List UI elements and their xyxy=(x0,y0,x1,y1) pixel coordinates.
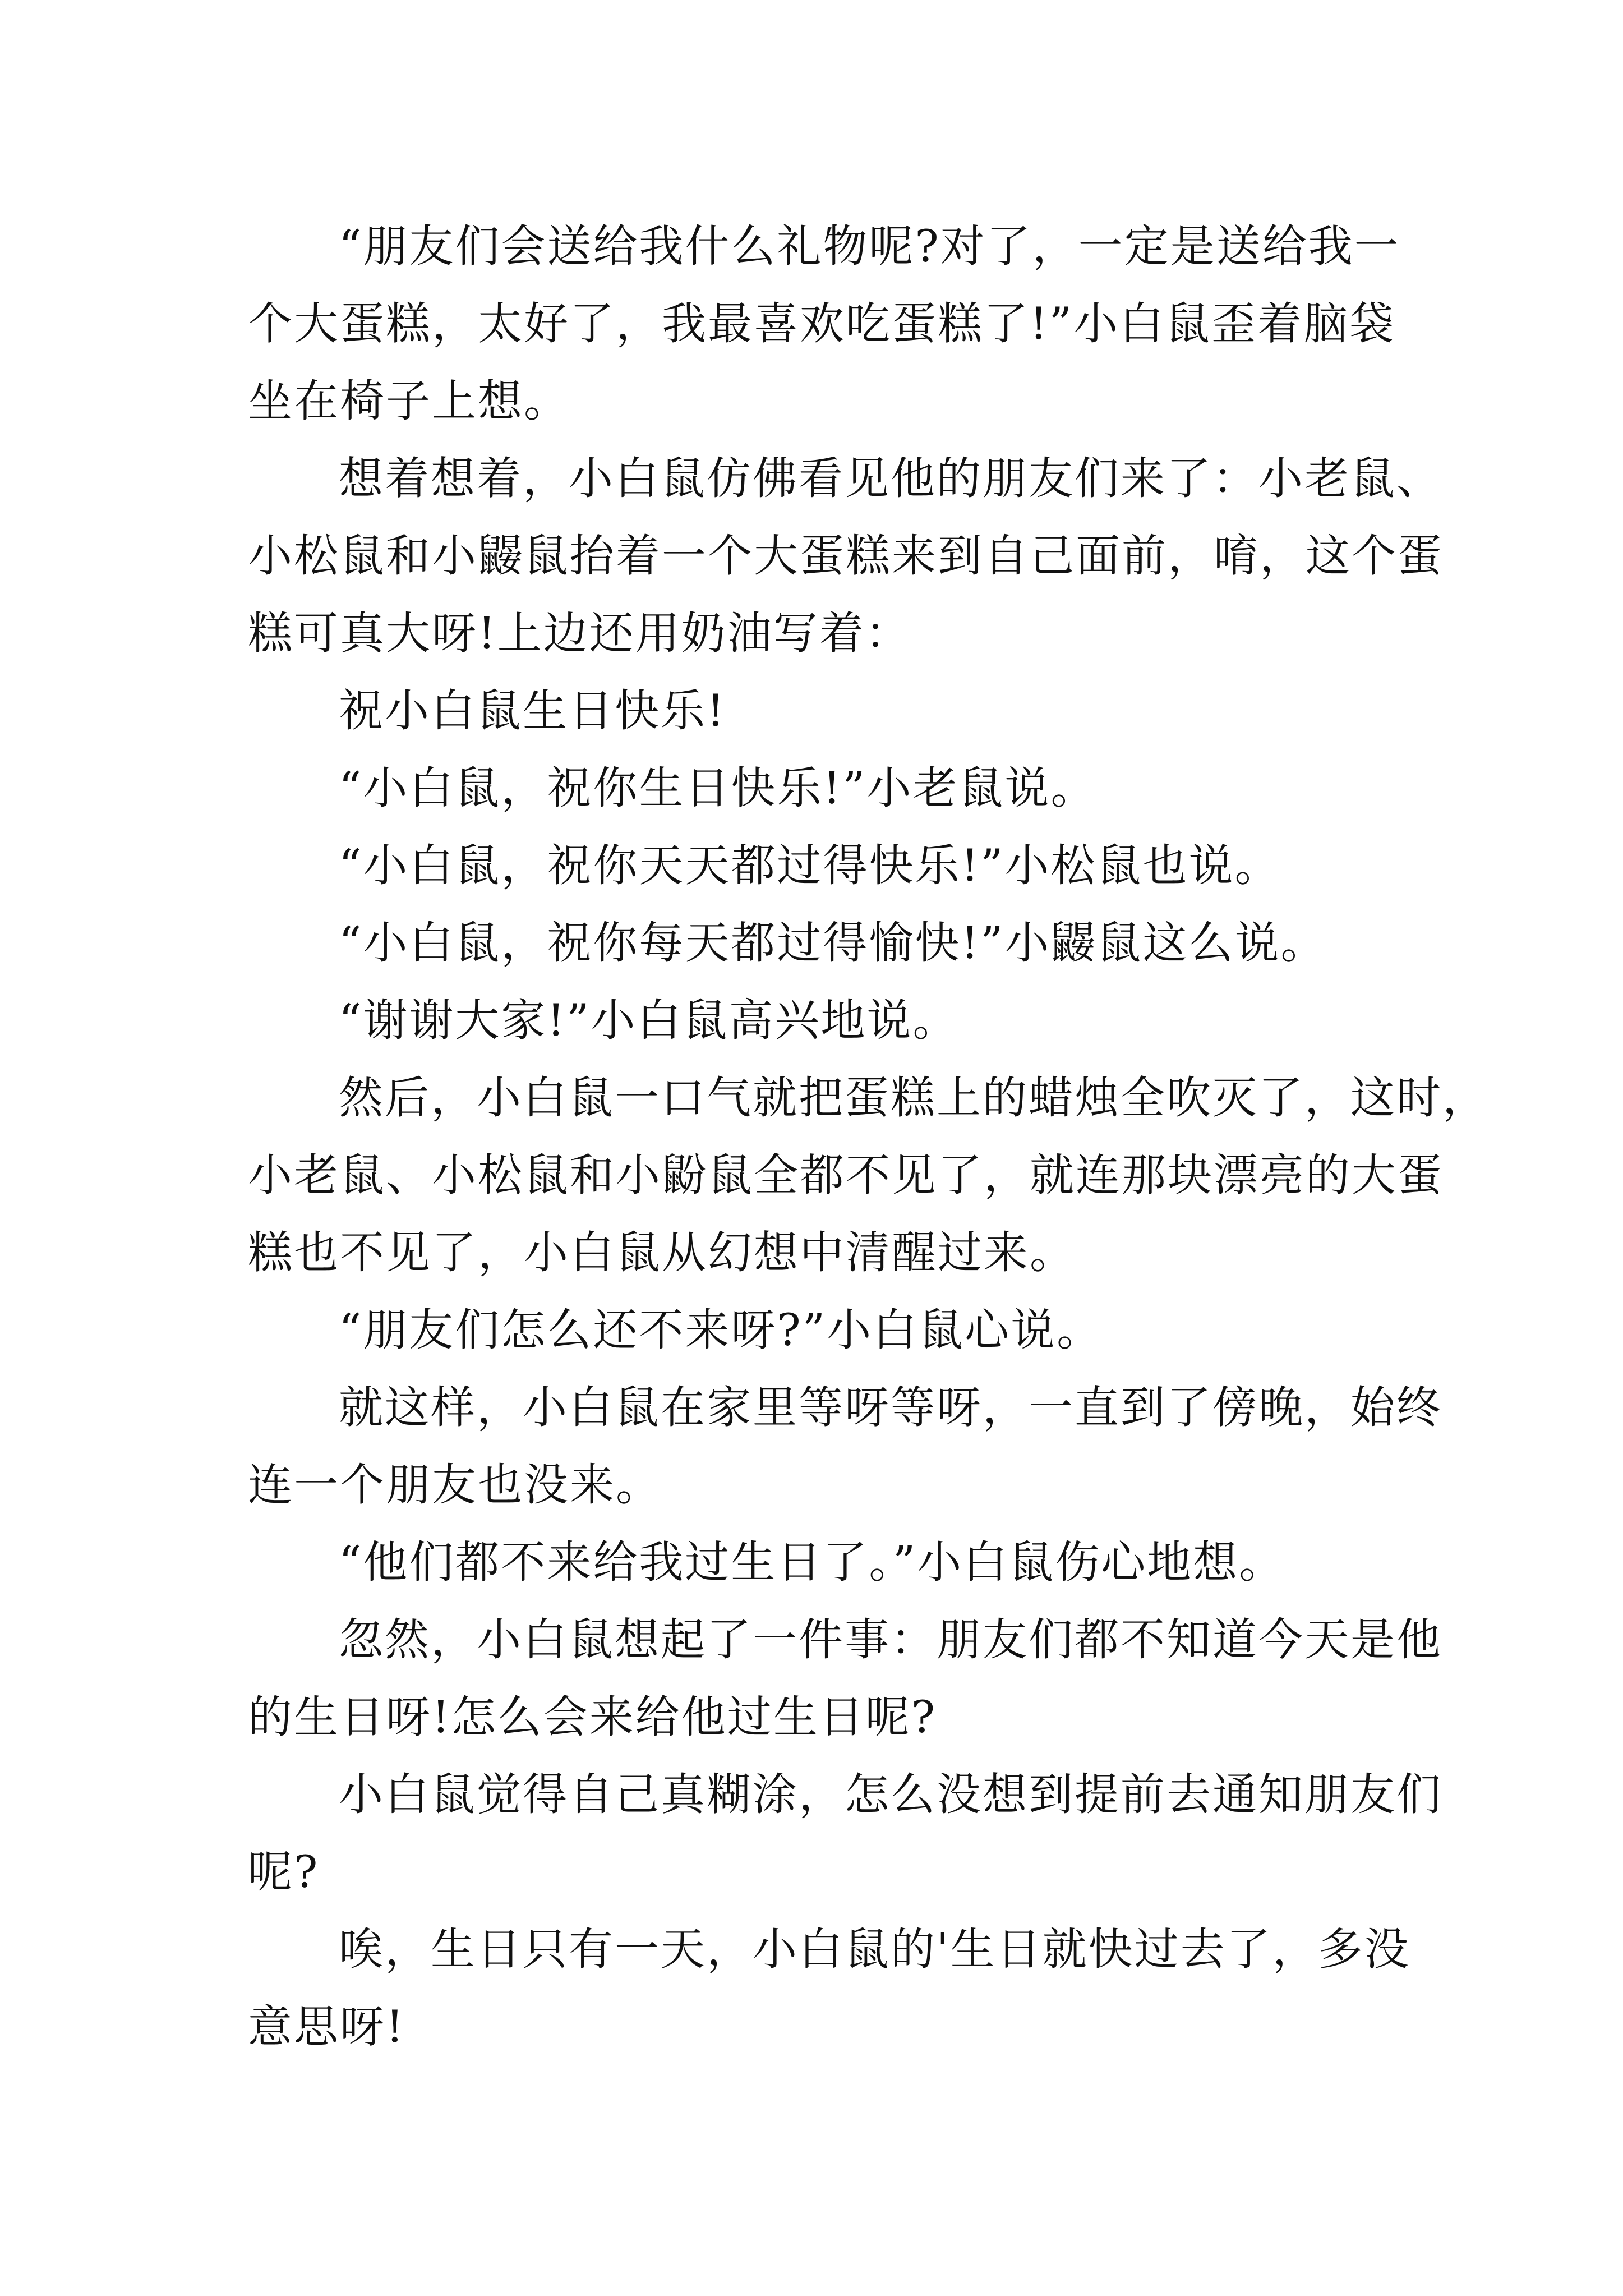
paragraph xyxy=(248,208,1400,440)
paragraph xyxy=(248,1369,1442,1524)
paragraph xyxy=(248,1059,1488,1291)
text-line: 个大蛋糕，太好了，我最喜欢吃蛋糕了!”小白鼠歪着脑袋 xyxy=(248,298,1396,349)
text-line: 小白鼠觉得自己真糊涂，怎么没想到提前去通知朋友们 xyxy=(339,1769,1442,1820)
text-line: 小松鼠和小鼹鼠抬着一个大蛋糕来到自己面前，唷，这个蛋 xyxy=(248,530,1444,582)
paragraph xyxy=(248,749,1381,827)
text-line: 祝小白鼠生日快乐! xyxy=(339,685,726,737)
text-line: 呢? xyxy=(248,1846,320,1898)
paragraph xyxy=(248,982,1381,1059)
text-line: “小白鼠，祝你每天都过得愉快!”小鼹鼠这么说。 xyxy=(339,917,1327,969)
text-line: 糕可真大呀!上边还用奶油写着： xyxy=(248,608,911,659)
text-line: 然后，小白鼠一口气就把蛋糕上的蜡烛全吹灭了，这时， xyxy=(339,1072,1488,1124)
text-line: 就这样，小白鼠在家里等呀等呀，一直到了傍晚，始终 xyxy=(339,1382,1442,1433)
text-line: 小老鼠、小松鼠和小鼢鼠全都不见了，就连那块漂亮的大蛋 xyxy=(248,1149,1444,1201)
text-line: 忽然，小白鼠想起了一件事：朋友们都不知道今天是他 xyxy=(339,1614,1442,1665)
text-line: 想着想着，小白鼠仿佛看见他的朋友们来了：小老鼠、 xyxy=(339,453,1442,504)
text-line: 唉，生日只有一天，小白鼠的'生日就快过去了，多没 xyxy=(339,1924,1410,1975)
paragraph xyxy=(248,1524,1381,1601)
paragraph xyxy=(248,1291,1381,1369)
text-line: “小白鼠，祝你天天都过得快乐!”小松鼠也说。 xyxy=(339,840,1281,891)
text-line: 意思呀! xyxy=(248,2001,405,2053)
document-body xyxy=(248,208,1488,2065)
text-line: 糕也不见了，小白鼠从幻想中清醒过来。 xyxy=(248,1227,1076,1278)
paragraph xyxy=(248,440,1444,672)
text-line: 连一个朋友也没来。 xyxy=(248,1459,662,1511)
text-line: “朋友们会送给我什么礼物呢?对了，一定是送给我一 xyxy=(339,220,1400,272)
text-line: “他们都不来给我过生日了。”小白鼠伤心地想。 xyxy=(339,1536,1285,1588)
text-line: “谢谢大家!”小白鼠高兴地说。 xyxy=(339,995,959,1046)
paragraph xyxy=(248,1601,1442,1756)
paragraph xyxy=(248,1756,1442,1911)
text-line: “小白鼠，祝你生日快乐!”小老鼠说。 xyxy=(339,762,1097,814)
paragraph xyxy=(248,672,1381,749)
text-line: 的生日呀!怎么会来给他过生日呢? xyxy=(248,1691,937,1743)
paragraph xyxy=(248,904,1381,982)
paragraph xyxy=(248,827,1381,904)
text-line: 坐在椅子上想。 xyxy=(248,375,570,427)
paragraph xyxy=(248,1911,1410,2065)
text-line: “朋友们怎么还不来呀?”小白鼠心说。 xyxy=(339,1304,1103,1356)
